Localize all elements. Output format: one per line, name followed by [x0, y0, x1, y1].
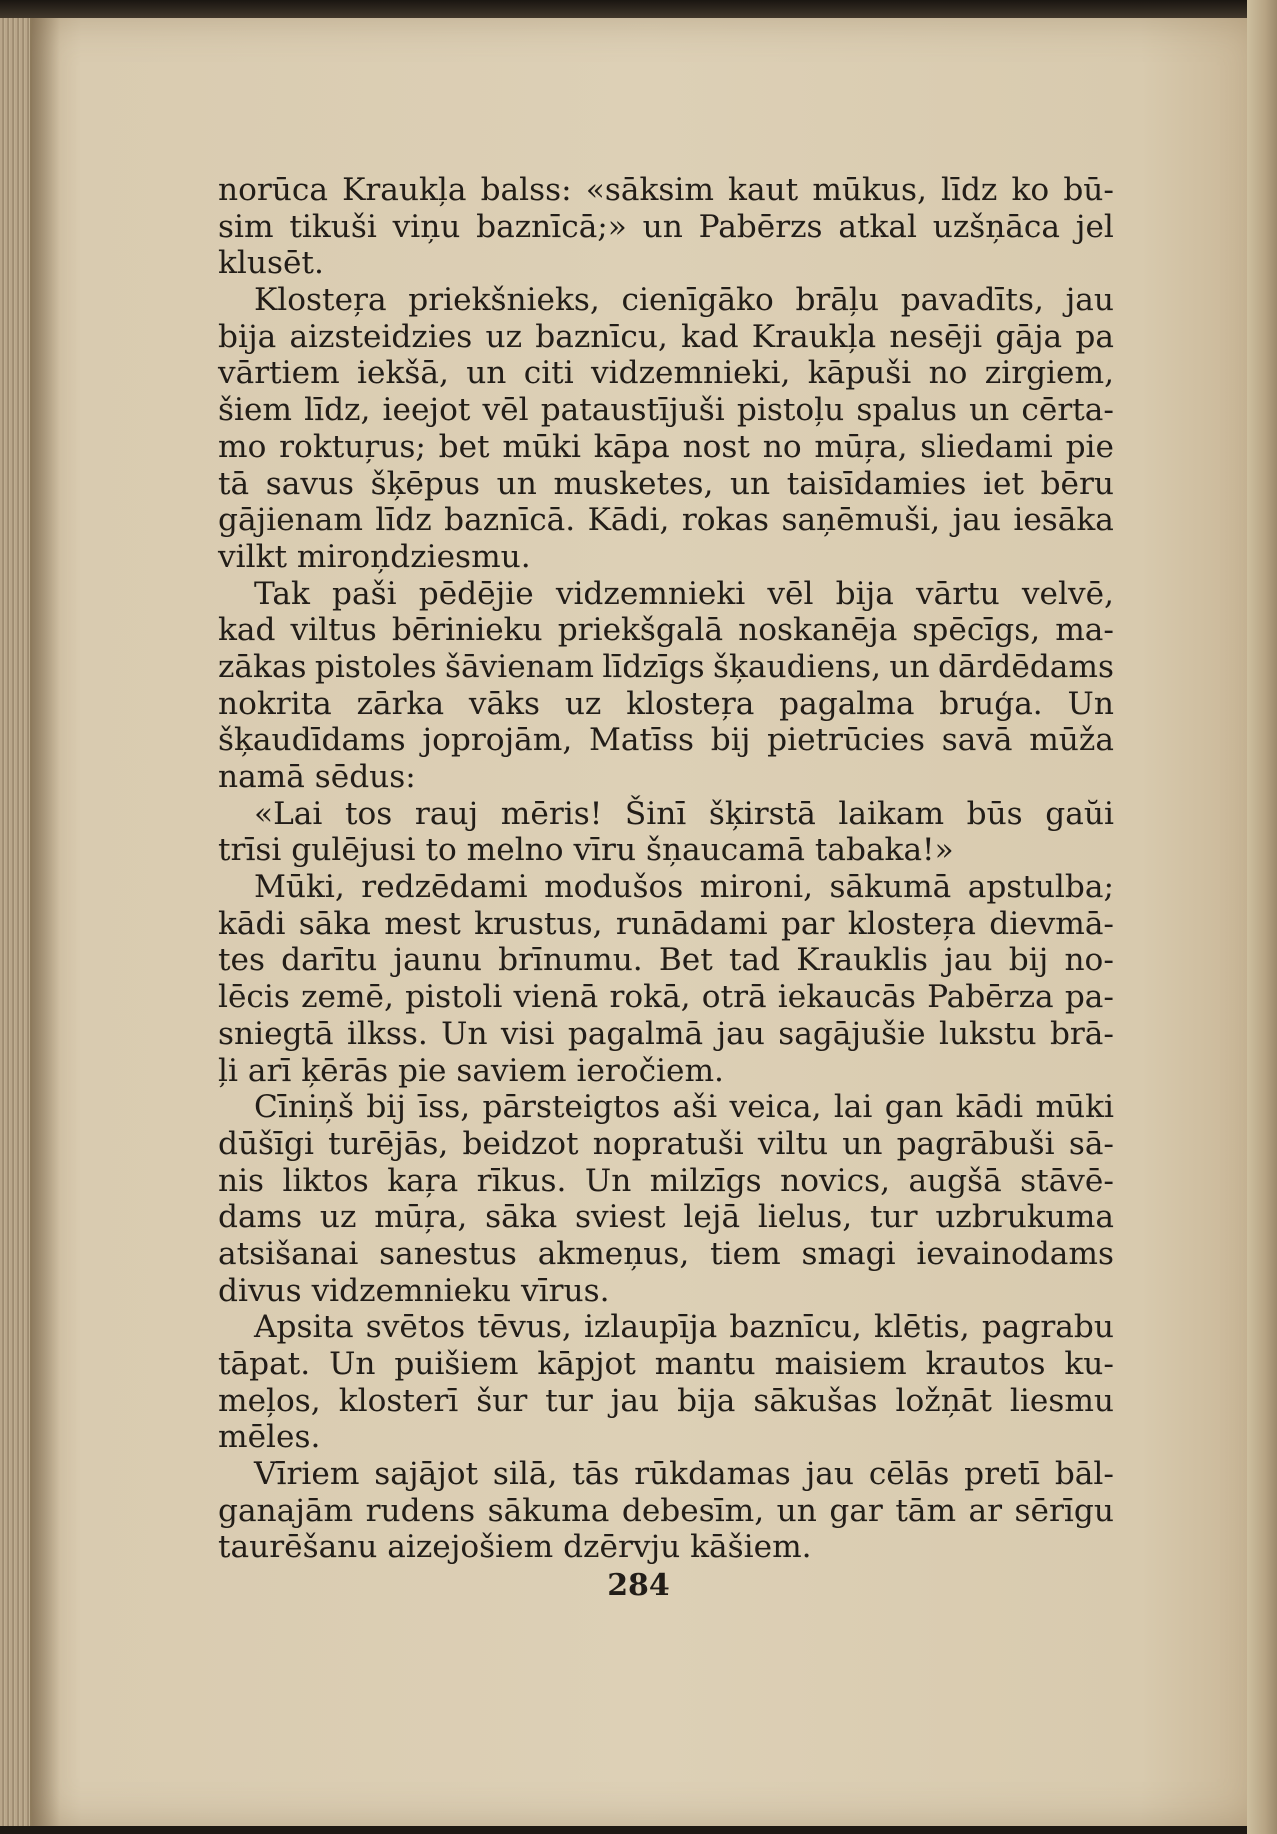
text-line: atsišanai sanestus akmeņus, tiem smagi ievainodams — [218, 1235, 1114, 1272]
text-line: Apsita svētos tēvus, izlaupīja baznīcu, klētis, pagrabu — [254, 1309, 1114, 1346]
text-line: Cīniņš bij īss, pārsteigtos aši veica, lai gan kādi mūki — [254, 1089, 1114, 1126]
text-line: sim tikuši viņu baznīcā;» un Pabērzs atkal uzšņāca jel — [218, 208, 1114, 245]
text-line: tes darītu jaunu brīnumu. Bet tad Krauklis jau bij no- — [218, 942, 1114, 979]
text-line: taurēšanu aizejošiem dzērvju kāšiem. — [218, 1529, 812, 1566]
text-line: zākas pistoles šāvienam līdzīgs šķaudiens, un dārdēdams — [218, 648, 1114, 685]
text-line: Mūki, redzēdami modušos mironi, sākumā apstulba; — [254, 869, 1114, 906]
text-line: nokrita zārka vāks uz klosteŗa pagalma bruģa. Un — [218, 685, 1114, 722]
text-line: mēles. — [218, 1419, 321, 1456]
text-line: klusēt. — [218, 245, 324, 282]
text-line: divus vidzemnieku vīrus. — [218, 1272, 610, 1309]
text-line: lēcis zemē, pistoli vienā rokā, otrā iekaucās Pabērza pa- — [218, 979, 1114, 1016]
text-line: vilkt miroņdziesmu. — [218, 538, 531, 575]
text-line: dūšīgi turējās, beidzot nopratuši viltu un pagrābuši sā- — [218, 1125, 1114, 1162]
text-line: tā savus šķēpus un musketes, un taisīdamies iet bēru — [218, 465, 1114, 502]
body-text — [218, 172, 1114, 1566]
text-line: kādi sāka mest krustus, runādami par klosteŗa dievmā- — [218, 905, 1114, 942]
text-line: Klosteŗa priekšnieks, cienīgāko brāļu pavadīts, jau — [254, 282, 1114, 319]
text-line: sniegtā ilkss. Un visi pagalmā jau sagājušie lukstu brā- — [218, 1015, 1114, 1052]
text-line: norūca Kraukļa balss: «sāksim kaut mūkus, līdz ko bū- — [218, 172, 1114, 208]
page-number: 284 — [607, 1568, 670, 1603]
text-line: ganajām rudens sākuma debesīm, un gar tām ar sērīgu — [218, 1492, 1114, 1529]
text-line: Vīriem sajājot silā, tās rūkdamas jau cēlās pretī bāl- — [254, 1456, 1114, 1493]
text-line: šiem līdz, ieejot vēl pataustījuši pistoļu spalus un cērta- — [218, 392, 1114, 429]
text-line: meļos, klosterī šur tur jau bija sākušas ložņāt liesmu — [218, 1382, 1114, 1419]
text-line: mo roktuŗus; bet mūki kāpa nost no mūŗa, sliedami pie — [218, 428, 1114, 465]
text-line: tāpat. Un puišiem kāpjot mantu maisiem krautos ku- — [218, 1346, 1114, 1382]
text-line: dams uz mūŗa, sāka sviest lejā lielus, tur uzbrukuma — [218, 1199, 1114, 1236]
text-line: ļi arī ķērās pie saviem ieročiem. — [218, 1052, 724, 1089]
text-line: kad viltus bērinieku priekšgalā noskanēja spēcīgs, ma- — [218, 612, 1114, 649]
book-page-edges — [0, 18, 34, 1826]
text-line: Tak paši pēdējie vidzemnieki vēl bija vārtu velvē, — [254, 575, 1114, 612]
text-line: nis liktos kaŗa rīkus. Un milzīgs novics, augšā stāvē- — [218, 1162, 1114, 1199]
text-line: gājienam līdz baznīcā. Kādi, rokas saņēmuši, jau iesāka — [218, 502, 1114, 539]
text-line: šķaudīdams joprojām, Matīss bij pietrūcies savā mūža — [218, 722, 1114, 759]
book-right-edge — [1247, 0, 1277, 1834]
text-line: trīsi gulējusi to melno vīru šņaucamā tabaka!» — [218, 832, 954, 869]
text-line: namā sēdus: — [218, 759, 416, 795]
text-line: bija aizsteidzies uz baznīcu, kad Kraukļa nesēji gāja pa — [218, 318, 1114, 355]
gutter-shadow — [32, 18, 60, 1826]
text-line: vārtiem iekšā, un citi vidzemnieki, kāpuši no zirgiem, — [218, 355, 1114, 392]
text-line: «Lai tos rauj mēris! Šinī šķirstā laikam būs gaŭi — [254, 795, 1114, 832]
